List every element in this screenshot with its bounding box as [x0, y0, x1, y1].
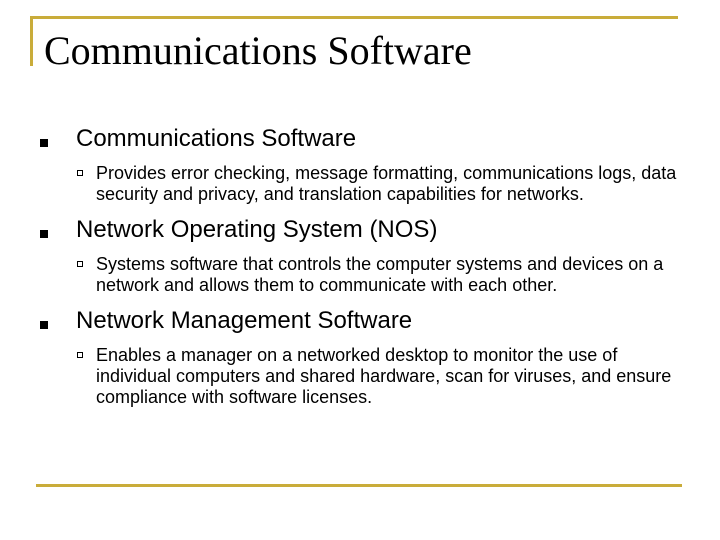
- hollow-square-bullet-icon: [77, 261, 83, 267]
- level1-bullet-row: [40, 124, 690, 154]
- bullet-item: [40, 306, 690, 408]
- hollow-square-bullet-icon: [77, 170, 83, 176]
- bullet-item: [40, 215, 690, 296]
- hollow-square-bullet-icon: [77, 352, 83, 358]
- bullet-description: Systems software that controls the computer systems and devices on a network and allows them to communicate with each other.: [96, 254, 664, 295]
- slide-title: Communications Software: [44, 28, 472, 73]
- top-accent-rule: [30, 16, 678, 19]
- level2-bullet-row: [40, 345, 690, 408]
- level2-bullet-row: [40, 163, 690, 205]
- level1-bullet-row: [40, 215, 690, 245]
- square-bullet-icon: [40, 139, 48, 147]
- level2-bullet-row: [40, 254, 690, 296]
- bullet-heading: Network Management Software: [76, 307, 413, 334]
- square-bullet-icon: [40, 230, 48, 238]
- square-bullet-icon: [40, 321, 48, 329]
- bullet-heading: Network Operating System (NOS): [76, 216, 438, 243]
- bullet-description: Provides error checking, message formatting, communications logs, data security and privacy, and translation capabilities for networks.: [96, 163, 677, 204]
- level1-bullet-row: [40, 306, 690, 336]
- left-accent-rule: [30, 16, 33, 66]
- bullet-description: Enables a manager on a networked desktop to monitor the use of individual computers and shared hardware, scan for viruses, and ensure compliance with software licenses.: [96, 345, 672, 407]
- bottom-accent-rule: [36, 484, 682, 487]
- bullet-list: [40, 124, 690, 408]
- bullet-heading: Communications Software: [76, 125, 357, 152]
- bullet-item: [40, 124, 690, 205]
